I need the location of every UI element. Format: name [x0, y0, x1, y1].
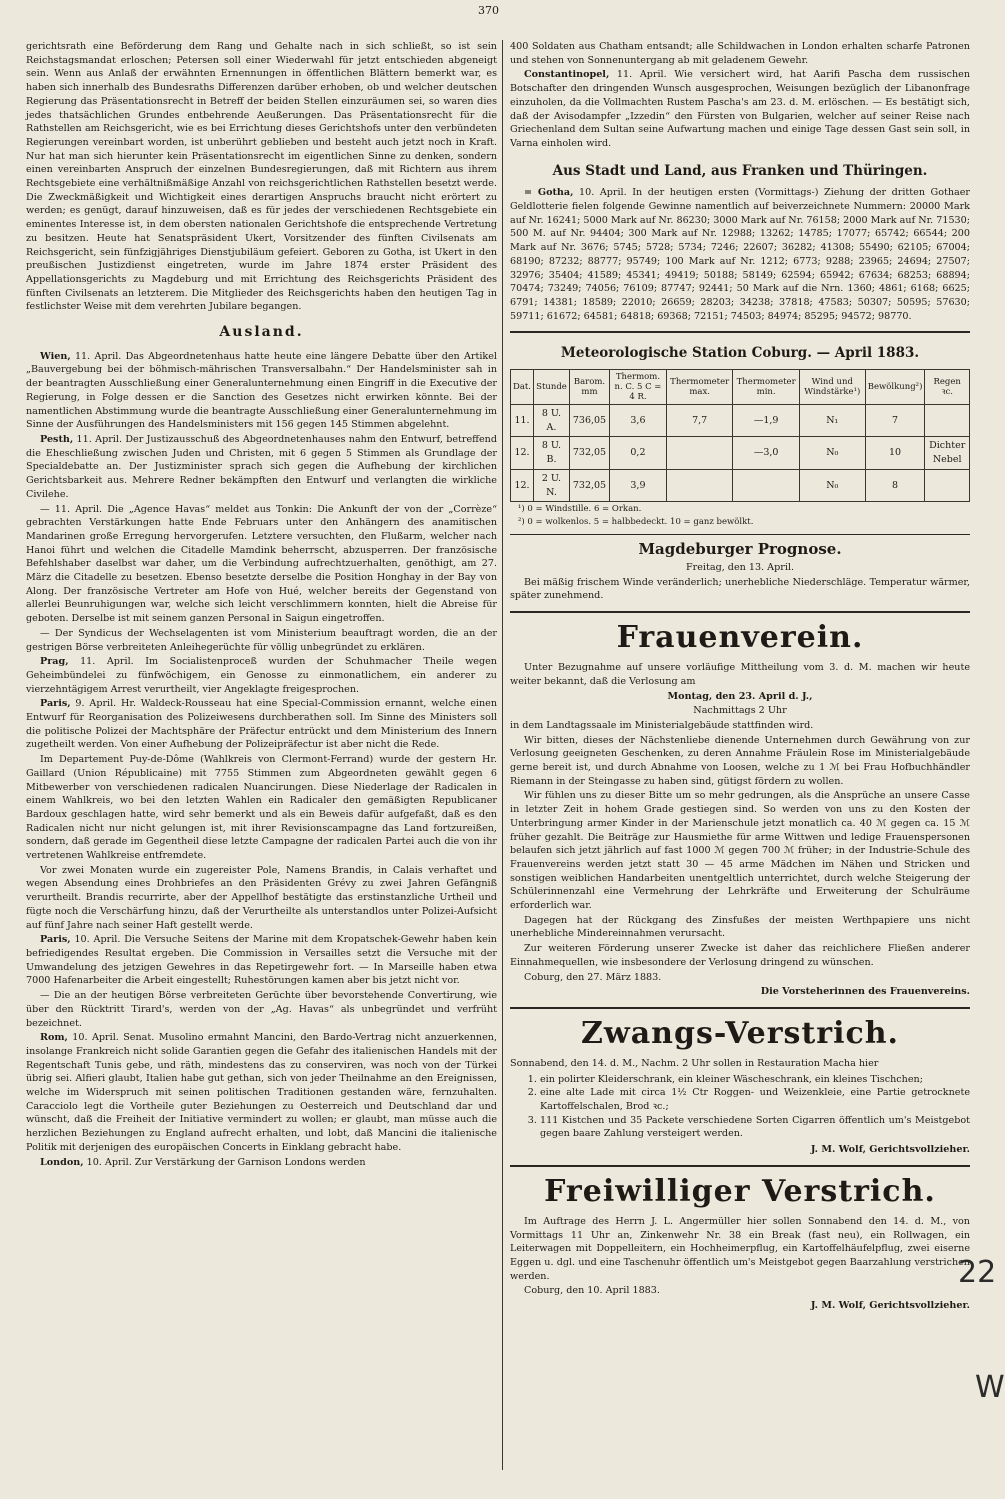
frauen-intro: Unter Bezugnahme auf unsere vorläufige Mittheilung vom 3. d. M. machen wir heute weiter bekannt, daß die Verlosung am — [510, 662, 970, 687]
article-paris-9: Paris, 9. April. Hr. Waldeck-Rousseau hat eine Special-Commission ernannt, welche einen Entwurf für Reorganisation des Polizeiwesens durchberathen soll. Im Sinne des Ministers soll die politische Polizei der Machtsphäre der Präfectur entrückt und dem Ministerium des Innern zugetheilt werden. Von einer Aufhebung der Polizeipräfectur ist aber nicht die Rede. — [26, 698, 497, 751]
weather-footnote-2: ²) 0 = wolkenlos. 5 = halbbedeckt. 10 = ganz bewölkt. — [518, 517, 754, 528]
separator-rule — [510, 1165, 970, 1167]
handwritten-margin-note: W — [975, 1370, 1005, 1405]
separator-rule — [510, 534, 970, 535]
article-pesth: Pesth, 11. April. Der Justizausschuß des Abgeordnetenhauses nahm den Entwurf, betreffend die Eheschließung zwischen Juden und Christen, mit 6 gegen 5 Stimmen als Grundlage der Specialdebatte an. Der Justizminister sprach sich gegen die Aufhebung der kirchlichen Gerichtsbarkeit aus. Mehrere Redner bekämpften den Entwurf und verlangten die wirkliche Civilehe. — [26, 433, 497, 500]
ad-freiwilliger-verstrich-title: Freiwilliger Verstrich. — [544, 1173, 936, 1209]
prognose-title: Magdeburger Prognose. — [638, 540, 842, 559]
frauen-signature: Die Vorsteherinnen des Frauenvereins. — [760, 986, 970, 998]
dateline-pesth: Pesth, — [40, 433, 74, 445]
article-gotha-lottery: = Gotha, 10. April. In der heutigen ersten (Vormittags-) Ziehung der dritten Gothaer Geldlotterie fielen folgende Gewinne namentlich auf beiverzeichnete Nummern: 20000 Mark auf Nr. 16241; 5000 Mark auf Nr. 86230; 3000 Mark auf Nr. 76158; 2000 Mark auf Nr. 71530; 500 M. auf Nr. 94404; 300 Mark auf Nr. 12988; 13262; 14785; 17077; 65742; 66544; 200 Mark auf Nr. 3676; 5745; 5728; 5734; 7246; 22607; 36282; 41308; 55490; 62105; 67004; 68190; 87232; 88777; 95749; 100 Mark auf Nr. 1212; 6773; 9288; 23965; 24694; 27507; 32976; 35404; 41589; 45341; 49419; 50188; 58149; 62594; 65942; 67634; 68253; 68894; 70474; 73249; 74056; 76109; 87747; 92441; 50 Mark auf die Nrn. 1360; 4861; 6168; 6625; 6791; 14381; 18589; 22010; 26659; 28203; 34238; 37818; 47583; 50307; 50595; 57630; 59711; 61672; 64581; 64818; 69368; 72151; 74503; 84974; 85295; 94572; 98770. — [510, 187, 971, 322]
dateline-rom: Rom, — [40, 1032, 68, 1044]
list-item: 3. 111 Kistchen und 35 Packete verschiedene Sorten Cigarren öffentlich um's Meistgebot gegen baare Zahlung versteigert werden. — [540, 1114, 970, 1141]
list-item: 1. ein polirter Kleiderschrank, ein kleiner Wäscheschrank, ein kleines Tischchen; — [540, 1073, 970, 1087]
section-heading-ausland: Ausland. — [219, 324, 304, 341]
dateline-paris-10: Paris, — [40, 934, 71, 946]
article-tonkin: — 11. April. Die „Agence Havas“ meldet aus Tonkin: Die Ankunft der von der „Corrèze“ gebrachten Verstärkungen hatte Ende Februars unter den Anhängern des anamitischen Mandarinen große Erregung hervorgerufen. Letztere versuchten, den Flußarm, welcher nach Hanoi führt und welchen die Citadelle Mamdink beherrscht, abzusperren. Der französische Befehlshaber daselbst war daher, um die Verbindung aufrechtzuerhalten, genöthigt, am 27. März die Citadelle zu besetzen. Ebenso besetzte derselbe die Position Honghay in der Bay von Along. Der französische Vertreter am Hofe von Hué, welcher bereits der Gegenstand von allerlei Beunruhigungen war, welche sich leicht verschlimmern konnten, hielt die Abreise für geboten. Derselbe ist mit seinem ganzen Personal in Saigun eingetroffen. — [26, 503, 497, 625]
section-heading-stadt-land: Aus Stadt und Land, aus Franken und Thüringen. — [552, 162, 928, 179]
article-rom: Rom, 10. April. Senat. Musolino ermahnt Mancini, den Bardo-Vertrag nicht anzuerkennen, insolange Frankreich nicht solide Garantien gegen die Gefahr des italienischen Handels mit der Regentschaft Tunis gebe, und räth, mindestens das zu conserviren, was noch von der Türkei übrig sei. Alfieri glaubt, Italien habe gut gethan, sich von jeder Theilnahme an den Ereignissen, welche im Widerspruch mit seinen politischen Traditionen gestanden wäre, fernzuhalten. Caracciolo legt die Vortheile guter Beziehungen zu Oesterreich und Deutschland dar und wünscht, daß die Freiheit der Initiative vermindert zu wollen; er glaubt, man müsse auch die herzlichen Beziehungen zu England aufrecht erhalten, und lobt, daß Mancini die italienische Politik mit derjenigen des europäischen Concerts in Einklang gebracht habe. — [26, 1032, 497, 1153]
dateline-paris-9: Paris, — [40, 698, 71, 710]
article-paris-boerse: — Die an der heutigen Börse verbreiteten Gerüchte über bevorstehende Convertirung, wie über den Rücktritt Tirard's, werden von der „Ag. Havas“ als unbegründet und verfrüht bezeichnet. — [26, 990, 497, 1029]
weather-table — [510, 369, 970, 502]
article-wien: Wien, 11. April. Das Abgeordnetenhaus hatte heute eine längere Debatte über den Artikel „Bauvergebung bei der böhmisch-mährischen Transversalbahn.“ Der Handelsminister sah in der beantragten Ausschließung einer Generalunternehmung einen Eingriff in die Executive der Regierung, in Folge dessen er die Sanction des Gesetzes nicht erwirken könnte. Bei der namentlichen Abstimmung wurde die beantragte Ausschließung einer Generalunternehmung im Sinne der Ausführungen des Handelsministers mit 156 gegen 145 Stimmen abgelehnt. — [26, 350, 497, 431]
dateline-london: London, — [40, 1156, 84, 1168]
weather-station-title: Meteorologische Station Coburg. — April 1883. — [560, 345, 920, 362]
frauen-income: Dagegen hat der Rückgang des Zinsfußes der meisten Werthpapiere uns nicht unerhebliche Mindereinnahmen verursacht. — [510, 914, 970, 940]
page-number: 370 — [478, 4, 499, 17]
ad-zwangs-verstrich-title: Zwangs-Verstrich. — [581, 1015, 899, 1051]
article-london-cont: 400 Soldaten aus Chatham entsandt; alle Schildwachen in London erhalten scharfe Patronen und stehen von Sonnenuntergang ab mit geladenem Gewehr. — [510, 41, 970, 66]
weather-table-header — [511, 370, 970, 405]
handwritten-margin-note: 22 — [958, 1255, 997, 1290]
prognose-date: Freitag, den 13. April. — [686, 561, 794, 573]
th-rain: Regen ꝛc. — [925, 370, 970, 405]
frauen-date: Montag, den 23. April d. J., — [667, 690, 813, 702]
table-row: 12. 8 U. B. 732,05 0,2 —3,0 N₀ 10 Dichter Nebel — [511, 437, 970, 469]
frauen-location: in dem Landtagssaale im Ministerialgebäude stattfinden wird. — [510, 719, 814, 731]
list-item: 2. eine alte Lade mit circa 1½ Ctr Roggen- und Weizenkleie, eine Partie getrocknete Kartoffelschalen, Brod ꝛc.; — [540, 1086, 970, 1113]
frei-signature: J. M. Wolf, Gerichtsvollzieher. — [810, 1300, 970, 1312]
frei-text: Im Auftrage des Herrn J. L. Angermüller hier sollen Sonnabend den 14. d. M., von Vormittags 11 Uhr an, Zinkenwehr Nr. 38 ein Break (fast neu), ein Rollwagen, ein Leiterwagen mit Doppelleitern, ein Hochheimerpflug, ein Kartoffelhäufelpflug, zwei eiserne Eggen u. dgl. und eine Taschenuhr öffentlich um's Meistgebot gegen Baarzahlung verstrichen werden. — [510, 1215, 970, 1282]
th-date: Dat. — [511, 370, 534, 405]
article-london: London, 10. April. Zur Verstärkung der Garnison Londons werden — [40, 1156, 366, 1168]
frauen-appeal: Zur weiteren Förderung unserer Zwecke ist daher das reichlichere Fließen anderer Einnahmequellen, wie insbesondere der Verlosung dringend zu wünschen. — [510, 943, 970, 968]
frauen-request: Wir bitten, dieses der Nächstenliebe dienende Unternehmen durch Gewährung von zur Verlosung geeigneten Geschenken, zu deren Annahme Fräulein Rose im Ministerialgebäude gerne bereit ist, und durch Abnahme von Loosen, welche zu 1 ℳ bei Frau Hofbuchhändler Riemann in der Steingasse zu haben sind, gütigst fördern zu wollen. — [510, 734, 970, 787]
right-column — [510, 40, 970, 1314]
th-thermometer: Thermom. n. C. 5 C = 4 R. — [610, 370, 667, 405]
column-divider — [502, 40, 503, 1470]
left-column — [26, 40, 497, 1170]
frei-place-date: Coburg, den 10. April 1883. — [524, 1285, 660, 1297]
article-paris-puy-de-dome: Im Departement Puy-de-Dôme (Wahlkreis von Clermont-Ferrand) wurde der gestern Hr. Gaillard (Union Républicaine) mit 7755 Stimmen zum Abgeordneten gewählt gegen 6 Mitbewerber von verschiedenen radicalen Nuancirungen. Diese Niederlage der Radicalen in einem Wahlkreis, wo bei den letzten Wahlen ein Radicaler den gemäßigten Republicaner Bardoux geschlagen hatte, wird sehr bemerkt und als ein Beweis dafür aufgefaßt, daß es den Radicalen nicht nur nicht gelungen ist, mit ihrer Revisionscampagne das Land fortzureißen, sondern, daß gerade im Gegentheil diese letzte Campagne der radicalen Partei auch die von ihr vertretenen Wahlkreise entfremdete. — [26, 754, 497, 862]
separator-rule — [510, 1007, 970, 1009]
table-row: 11. 8 U. A. 736,05 3,6 7,7 —1,9 N₁ 7 — [511, 405, 970, 437]
dateline-gotha: = Gotha, — [524, 187, 574, 199]
frauen-place-date: Coburg, den 27. März 1883. — [524, 971, 662, 983]
weather-footnote-1: ¹) 0 = Windstille. 6 = Orkan. — [518, 504, 642, 515]
th-wind: Wind und Windstärke¹) — [799, 370, 865, 405]
article-paris-brandis: Vor zwei Monaten wurde ein zugereister Pole, Namens Brandis, in Calais verhaftet und wegen Absendung eines Drohbriefes an den Präsidenten Grévy zu zwei Jahren Gefängniß verurtheilt. Brandis recurrirte, aber der Appellhof bestätigte das erstinstanzliche Urtheil und fügte noch die Verschärfung hinzu, daß der Verurtheilte als unterstandlos unter Polizei-Aufsicht auf fünf Jahre nach seiner Haft gestellt werde. — [26, 864, 497, 931]
ad-frauenverein-title: Frauenverein. — [616, 620, 864, 656]
article-constantinopel: Constantinopel, 11. April. Wie versichert wird, hat Aarifi Pascha dem russischen Botschafter den dringenden Wunsch ausgesprochen, Weisungen bezüglich der Libanonfrage einzuholen, da die Vollmachten Rustem Pascha's am 23. d. M. erlöschen. — Es bestätigt sich, daß der Avisodampfer „Izzedin“ den Fürsten von Bulgarien, welcher auf seiner Reise nach Griechenland dem Sultan seine Aufwartung machen und einige Tage dessen Gast sein soll, in Varna einholen wird. — [510, 69, 970, 149]
th-max: Thermometer max. — [666, 370, 733, 405]
dateline-prag: Prag, — [40, 656, 69, 668]
frauen-needs: Wir fühlen uns zu dieser Bitte um so mehr gedrungen, als die Ansprüche an unsere Casse in letzter Zeit in hohem Grade gestiegen sind. So werden von uns zu den Kosten der Unterbringung armer Kinder in der Marienschule jetzt monatlich ca. 40 ℳ gegen ca. 15 ℳ früher gezahlt. Die Beiträge zur Hausmiethe für arme Wittwen und ledige Frauenspersonen belaufen sich jetzt jährlich auf fast 1000 ℳ gegen 700 ℳ früher; in der Industrie-Schule des Frauenvereins werden jetzt statt 30 — 45 arme Mädchen im Nähen und Stricken und sonstigen weiblichen Handarbeiten unentgeltlich unterrichtet, durch welche Steigerung der Schülerinnenzahl eine Vermehrung der Lehrkräfte und Erweiterung der Schulräume erforderlich war. — [510, 790, 970, 912]
article-prag: Prag, 11. April. Im Socialistenproceß wurden der Schuhmacher Theile wegen Geheimbündelei zu fünfwöchigem, ein Genosse zu einmonatlichem, ein anderer zu vierzehntägigem Arrest verurtheilt, vier Angeklagte freigesprochen. — [26, 656, 497, 695]
article-syndicus: — Der Syndicus der Wechselagenten ist vom Ministerium beauftragt worden, die an der gestrigen Börse verbreiteten Anleihegerüchte für völlig unbegründet zu erklären. — [26, 627, 497, 653]
th-barometer: Barom. mm — [569, 370, 609, 405]
th-clouds: Bewölkung²) — [865, 370, 925, 405]
frauen-time: Nachmittags 2 Uhr — [693, 705, 787, 717]
article-paris-10: Paris, 10. April. Die Versuche Seitens der Marine mit dem Kropatschek-Gewehr haben kein befriedigendes Resultat ergeben. Die Commission in Versailles setzt die Versuche mit der Umwandelung des jetzigen Gewehres in das Repetirgewehr fort. — In Marseille haben etwa 7000 Hafenarbeiter die Arbeit eingestellt; Ruhestörungen kamen aber bis jetzt nicht vor. — [26, 934, 497, 987]
zwang-signature: J. M. Wolf, Gerichtsvollzieher. — [810, 1144, 970, 1156]
dateline-constantinopel: Constantinopel, — [524, 69, 610, 81]
separator-rule — [510, 331, 970, 333]
th-hour: Stunde — [534, 370, 570, 405]
separator-rule — [510, 611, 970, 613]
zwang-intro: Sonnabend, den 14. d. M., Nachm. 2 Uhr sollen in Restauration Macha hier — [510, 1057, 879, 1069]
table-row: 12. 2 U. N. 732,05 3,9 N₀ 8 — [511, 469, 970, 501]
zwang-item-list — [540, 1073, 970, 1142]
prognose-text: Bei mäßig frischem Winde veränderlich; unerhebliche Niederschläge. Temperatur wärmer, später zunehmend. — [510, 576, 970, 602]
dateline-wien: Wien, — [40, 350, 71, 362]
article-reichsgericht: gerichtsrath eine Beförderung dem Rang und Gehalte nach in sich schließt, so ist sein Reichstagsmandat erloschen; Petersen soll einer Wiederwahl für jetzt entschieden abgeneigt sein. Wenn aus Anlaß der erwähnten Ernennungen in öffentlichen Blättern bemerkt war, es haben sich innerhalb des Bundesraths Differenzen darüber erhoben, ob und welcher deutschen Regierung das Präsentationsrecht in Betreff der beiden Stellen einzuräumen sei, so waren dies jedes thatsächlichen Grundes entbehrende Aeußerungen. Das Präsentationsrecht für die Rathstellen am Reichsgericht, wie es bei Errichtung dieses Gerichtshofs unter den verbündeten Regierungen vereinbart worden, ist unberührt geblieben und besteht auch jetzt noch in Kraft. Nur hat man sich hierunter kein Präsentationsrecht im eigentlichen Sinne zu denken, sondern einen vereinbarten Anspruch der einzelnen Bundesregierungen, daß mit Richtern aus ihrem Rechtsgebiete eine verhältnißmäßige Anzahl von reichsgerichtlichen Rathstellen besetzt werde. Die Zweckmäßigkeit und Wichtigkeit eines derartigen Anspruchs braucht nicht erörtert zu werden; es genügt, darauf hinzuweisen, daß es für jedes der verschiedenen Rechtsgebiete ein eminentes Interesse ist, in dem obersten nationalen Gerichtshofe die entsprechende Vertretung zu besitzen. Heute hat Senatspräsident Ukert, Vorsitzender des fünften Civilsenats am Reichsgericht, sein fünfzigjähriges Dienstjubiläum gefeiert. Geboren zu Gotha, ist Ukert in den preußischen Justizdienst eingetreten, wurde im Jahre 1874 erster Präsident des Appellationsgerichts zu Magdeburg und mit Errichtung des Reichsgerichts Präsident des fünften Civilsenats an letzterem. Die Mitglieder des Reichsgerichts haben den heutigen Tag in festlichster Weise mit dem verehrten Jubilare begangen. — [26, 41, 497, 313]
th-min: Thermometer min. — [733, 370, 799, 405]
